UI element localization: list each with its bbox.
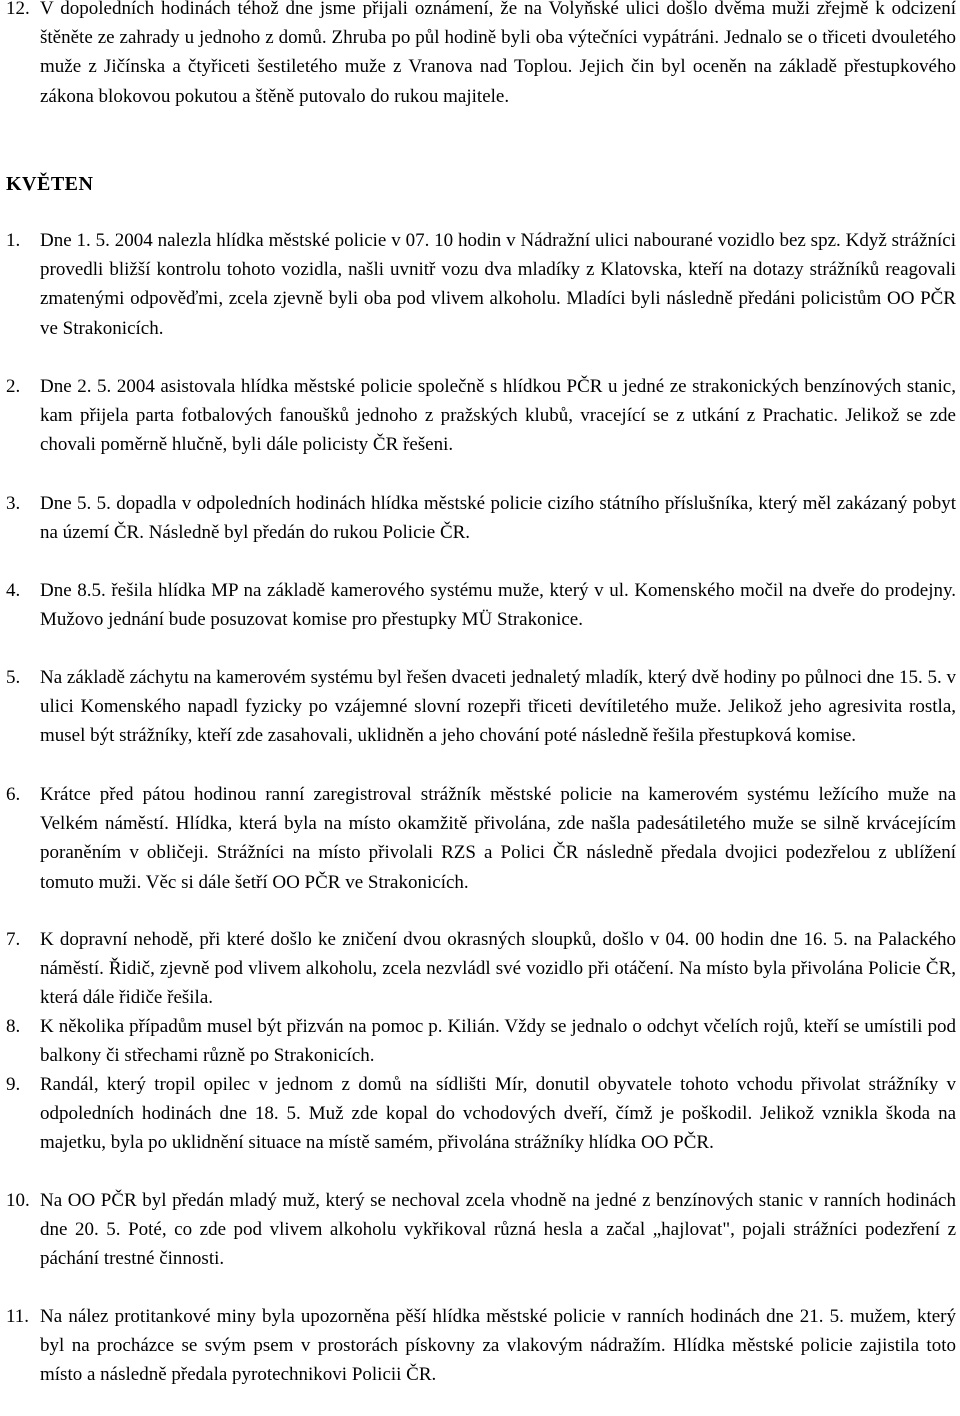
item-number: 4. — [6, 580, 21, 601]
item-number: 1. — [6, 230, 21, 251]
item-text: Na OO PČR byl předán mladý muž, který se nechoval zcela vhodně na jedné z benzínových stanic v ranních hodinách dne 20. 5. Poté, co zde pod vlivem alkoholu vykřikoval různá hesla a začal „hajlovat", pojali strážníci podezření z páchání trestné činnosti. — [40, 1190, 956, 1270]
item-number: 9. — [6, 1074, 21, 1095]
item-text: Krátce před pátou hodinou ranní zaregistroval strážník městské policie na kamerovém systému ležícího muže na Velkém náměstí. Hlídka, která byla na místo okamžitě přivolána, zde našla padesátiletého muže se silně krvácejícím poraněním v obličeji. Strážníci na místo přivolali RZS a Polici ČR následně předala dvojici podezřelou z ublížení tomuto muži. Věc si dále šetří OO PČR ve Strakonicích. — [40, 784, 956, 893]
item-text: V dopoledních hodinách téhož dne jsme přijali oznámení, že na Volyňské ulici došlo dvěma muži zřejmě k odcizení štěněte ze zahrady u jednoho z domů. Zhruba po půl hodině byli oba výtečníci vypátráni. Jednalo se o třiceti dvouletého muže z Jičínska a čtyřiceti šestiletého muže z Vranova nad Toplou. Jejich čin byl oceněn na základě přestupkového zákona blokovou pokutou a štěně putovalo do rukou majitele. — [40, 0, 956, 107]
item-number: 11. — [6, 1306, 30, 1327]
item-number: 10. — [6, 1190, 30, 1211]
item-number: 8. — [6, 1016, 21, 1037]
section-heading: KVĚTEN — [6, 173, 94, 195]
item-text: K několika případům musel být přizván na pomoc p. Kilián. Vždy se jednalo o odchyt včelích rojů, kteří se umístili pod balkony či střechami různě po Strakonicích. — [40, 1016, 956, 1067]
item-text: K dopravní nehodě, při které došlo ke zničení dvou okrasných sloupků, došlo v 04. 00 hodin dne 16. 5. na Palackého náměstí. Řidič, zjevně pod vlivem alkoholu, zcela nezvládl své vozidlo při otáčení. Na místo byla přivolána Policie ČR, která dále řidiče řešila. — [40, 929, 956, 1009]
item-text: Randál, který tropil opilec v jednom z domů na sídlišti Mír, donutil obyvatele tohoto vchodu přivolat strážníky v odpoledních hodinách dne 18. 5. Muž zde kopal do vchodových dveří, čímž je poškodil. Jelikož vznikla škoda na majetku, byla po uklidnění situace na místě samém, přivolána strážníky hlídka OO PČR. — [40, 1074, 956, 1154]
item-text: Dne 8.5. řešila hlídka MP na základě kamerového systému muže, který v ul. Komenského močil na dveře do prodejny. Mužovo jednání bude posuzovat komise pro přestupky MÜ Strakonice. — [40, 580, 956, 631]
item-number: 7. — [6, 929, 21, 950]
item-number: 3. — [6, 493, 21, 514]
item-text: Dne 1. 5. 2004 nalezla hlídka městské policie v 07. 10 hodin v Nádražní ulici nabourané vozidlo bez spz. Když strážníci provedli bližší kontrolu tohoto vozidla, našli uvnitř vozu dva mladíky z Klatovska, kteří na dotazy strážníků reagovali zmatenými odpověďmi, zcela zjevně byli oba pod vlivem alkoholu. Mladíci byli následně předáni policistům OO PČR ve Strakonicích. — [40, 230, 956, 339]
item-number: 6. — [6, 784, 21, 805]
item-text: Na základě záchytu na kamerovém systému byl řešen dvaceti jednaletý mladík, který dvě hodiny po půlnoci dne 15. 5. v ulici Komenského napadl fyzicky po vzájemné slovní rozepři třiceti devítiletého muže. Jelikož jeho agresivita rostla, musel být strážníky, kteří zde zasahovali, uklidněn a jeho chování poté následně řešila přestupková komise. — [40, 667, 956, 747]
item-number: 5. — [6, 667, 21, 688]
item-text: Na nález protitankové miny byla upozorněna pěší hlídka městské policie v ranních hodinách dne 21. 5. mužem, který byl na procházce se svým psem v prostorách pískovny za vlakovým nádražím. Hlídka městské policie zajistila toto místo a následně předala pyrotechnikovi Policii ČR. — [40, 1306, 956, 1386]
item-number: 2. — [6, 376, 21, 397]
item-text: Dne 2. 5. 2004 asistovala hlídka městské policie společně s hlídkou PČR u jedné ze strakonických benzínových stanic, kam přijela parta fotbalových fanoušků jednoho z pražských klubů, vracející se z utkání z Prachatic. Jelikož se zde chovali poměrně hlučně, byli dále policisty ČR řešeni. — [40, 376, 956, 456]
item-text: Dne 5. 5. dopadla v odpoledních hodinách hlídka městské policie cizího státního příslušníka, který měl zakázaný pobyt na území ČR. Následně byl předán do rukou Policie ČR. — [40, 493, 956, 544]
item-number: 12. — [6, 0, 30, 19]
